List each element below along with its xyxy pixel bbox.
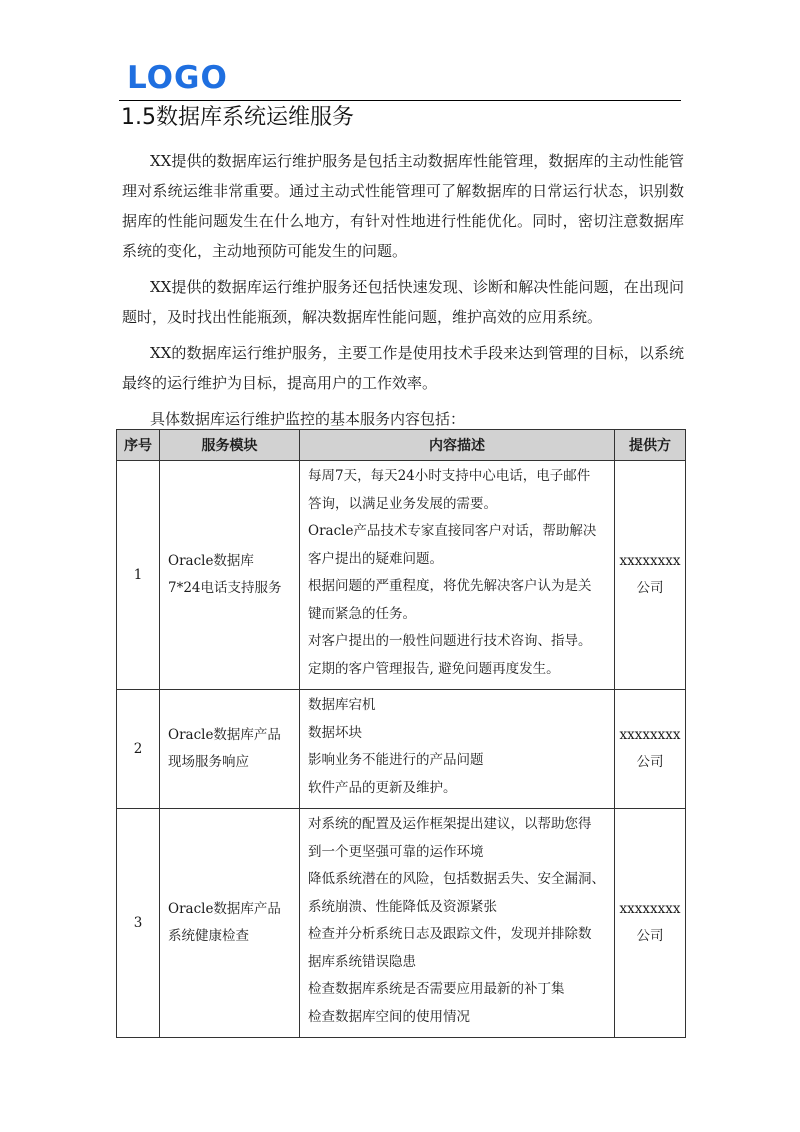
content-line: Oracle产品技术专家直接同客户对话，帮助解决 bbox=[308, 523, 597, 539]
provider-line: xxxxxxxx bbox=[619, 553, 681, 569]
row-provider bbox=[615, 690, 686, 809]
document-body bbox=[122, 146, 684, 434]
row-module bbox=[160, 690, 300, 809]
provider-line: xxxxxxxx bbox=[619, 901, 681, 917]
logo: LOGO bbox=[127, 60, 228, 96]
header-content: 内容描述 bbox=[300, 430, 615, 461]
row-index: 2 bbox=[117, 690, 160, 809]
paragraph: XX的数据库运行维护服务，主要工作是使用技术手段来达到管理的目标，以系统最终的运行维护为目标，提高用户的工作效率。 bbox=[122, 344, 684, 392]
content-line: 答询，以满足业务发展的需要。 bbox=[308, 495, 497, 512]
content-line: 系统崩溃、性能降低及资源紧张 bbox=[308, 898, 497, 915]
content-line: 键而紧急的任务。 bbox=[308, 605, 416, 622]
content-line: 对系统的配置及运作框架提出建议，以帮助您得 bbox=[308, 816, 592, 832]
row-content bbox=[300, 461, 615, 690]
table-row bbox=[117, 809, 686, 1038]
table-header-row bbox=[117, 430, 686, 461]
service-table bbox=[116, 429, 686, 1038]
section-title: 1.5数据库系统运维服务 bbox=[121, 105, 354, 130]
row-module bbox=[160, 461, 300, 690]
content-line: 检查数据库系统是否需要应用最新的补丁集 bbox=[308, 981, 565, 997]
module-line: Oracle数据库产品 bbox=[168, 727, 281, 743]
row-index: 3 bbox=[117, 809, 160, 1038]
content-line: 降低系统潜在的风险，包括数据丢失、安全漏洞、 bbox=[308, 871, 605, 887]
paragraph: XX提供的数据库运行维护服务是包括主动数据库性能管理，数据库的主动性能管理对系统运维非常重要。通过主动式性能管理可了解数据库的日常运行状态，识别数据库的性能问题发生在什么地方，有针对性地进行性能优化。同时，密切注意数据库系统的变化，主动地预防可能发生的问题。 bbox=[122, 152, 684, 260]
module-line: 现场服务响应 bbox=[168, 754, 249, 770]
provider-line: 公司 bbox=[636, 928, 664, 944]
provider-line: xxxxxxxx bbox=[619, 727, 681, 743]
content-line: 客户提出的疑难问题。 bbox=[308, 550, 443, 567]
header-provider: 提供方 bbox=[615, 430, 686, 461]
content-line: 到一个更坚强可靠的运作环境 bbox=[308, 843, 484, 860]
content-line: 软件产品的更新及维护。 bbox=[308, 779, 457, 796]
content-line: 检查数据库空间的使用情况 bbox=[308, 1008, 470, 1025]
content-line: 对客户提出的一般性问题进行技术咨询、指导。 bbox=[308, 633, 592, 649]
header-divider bbox=[119, 100, 681, 101]
content-line: 根据问题的严重程度，将优先解决客户认为是关 bbox=[308, 578, 592, 594]
paragraph: XX提供的数据库运行维护服务还包括快速发现、诊断和解决性能问题，在出现问题时，及时找出性能瓶颈，解决数据库性能问题，维护高效的应用系统。 bbox=[122, 278, 684, 326]
content-line: 据库系统错误隐患 bbox=[308, 953, 416, 970]
content-line: 数据库宕机 bbox=[308, 697, 376, 713]
content-line: 检查并分析系统日志及跟踪文件，发现并排除数 bbox=[308, 926, 592, 942]
module-line: 系统健康检查 bbox=[168, 928, 249, 944]
header-index: 序号 bbox=[117, 430, 160, 461]
table-row bbox=[117, 690, 686, 809]
module-line: Oracle数据库 bbox=[168, 553, 254, 569]
table-intro: 具体数据库运行维护监控的基本服务内容包括： bbox=[150, 410, 466, 428]
table-row bbox=[117, 461, 686, 690]
content-line: 数据坏块 bbox=[308, 724, 362, 741]
provider-line: 公司 bbox=[636, 754, 664, 770]
content-line: 定期的客户管理报告, 避免问题再度发生。 bbox=[308, 660, 560, 677]
row-index: 1 bbox=[117, 461, 160, 690]
content-line: 每周7天，每天24小时支持中心电话，电子邮件 bbox=[308, 468, 591, 484]
content-line: 影响业务不能进行的产品问题 bbox=[308, 752, 484, 768]
provider-line: 公司 bbox=[636, 580, 664, 596]
module-line: Oracle数据库产品 bbox=[168, 901, 281, 917]
row-provider bbox=[615, 809, 686, 1038]
header-module: 服务模块 bbox=[160, 430, 300, 461]
module-line: 7*24电话支持服务 bbox=[168, 580, 282, 596]
row-module bbox=[160, 809, 300, 1038]
row-provider bbox=[615, 461, 686, 690]
row-content bbox=[300, 690, 615, 809]
row-content bbox=[300, 809, 615, 1038]
